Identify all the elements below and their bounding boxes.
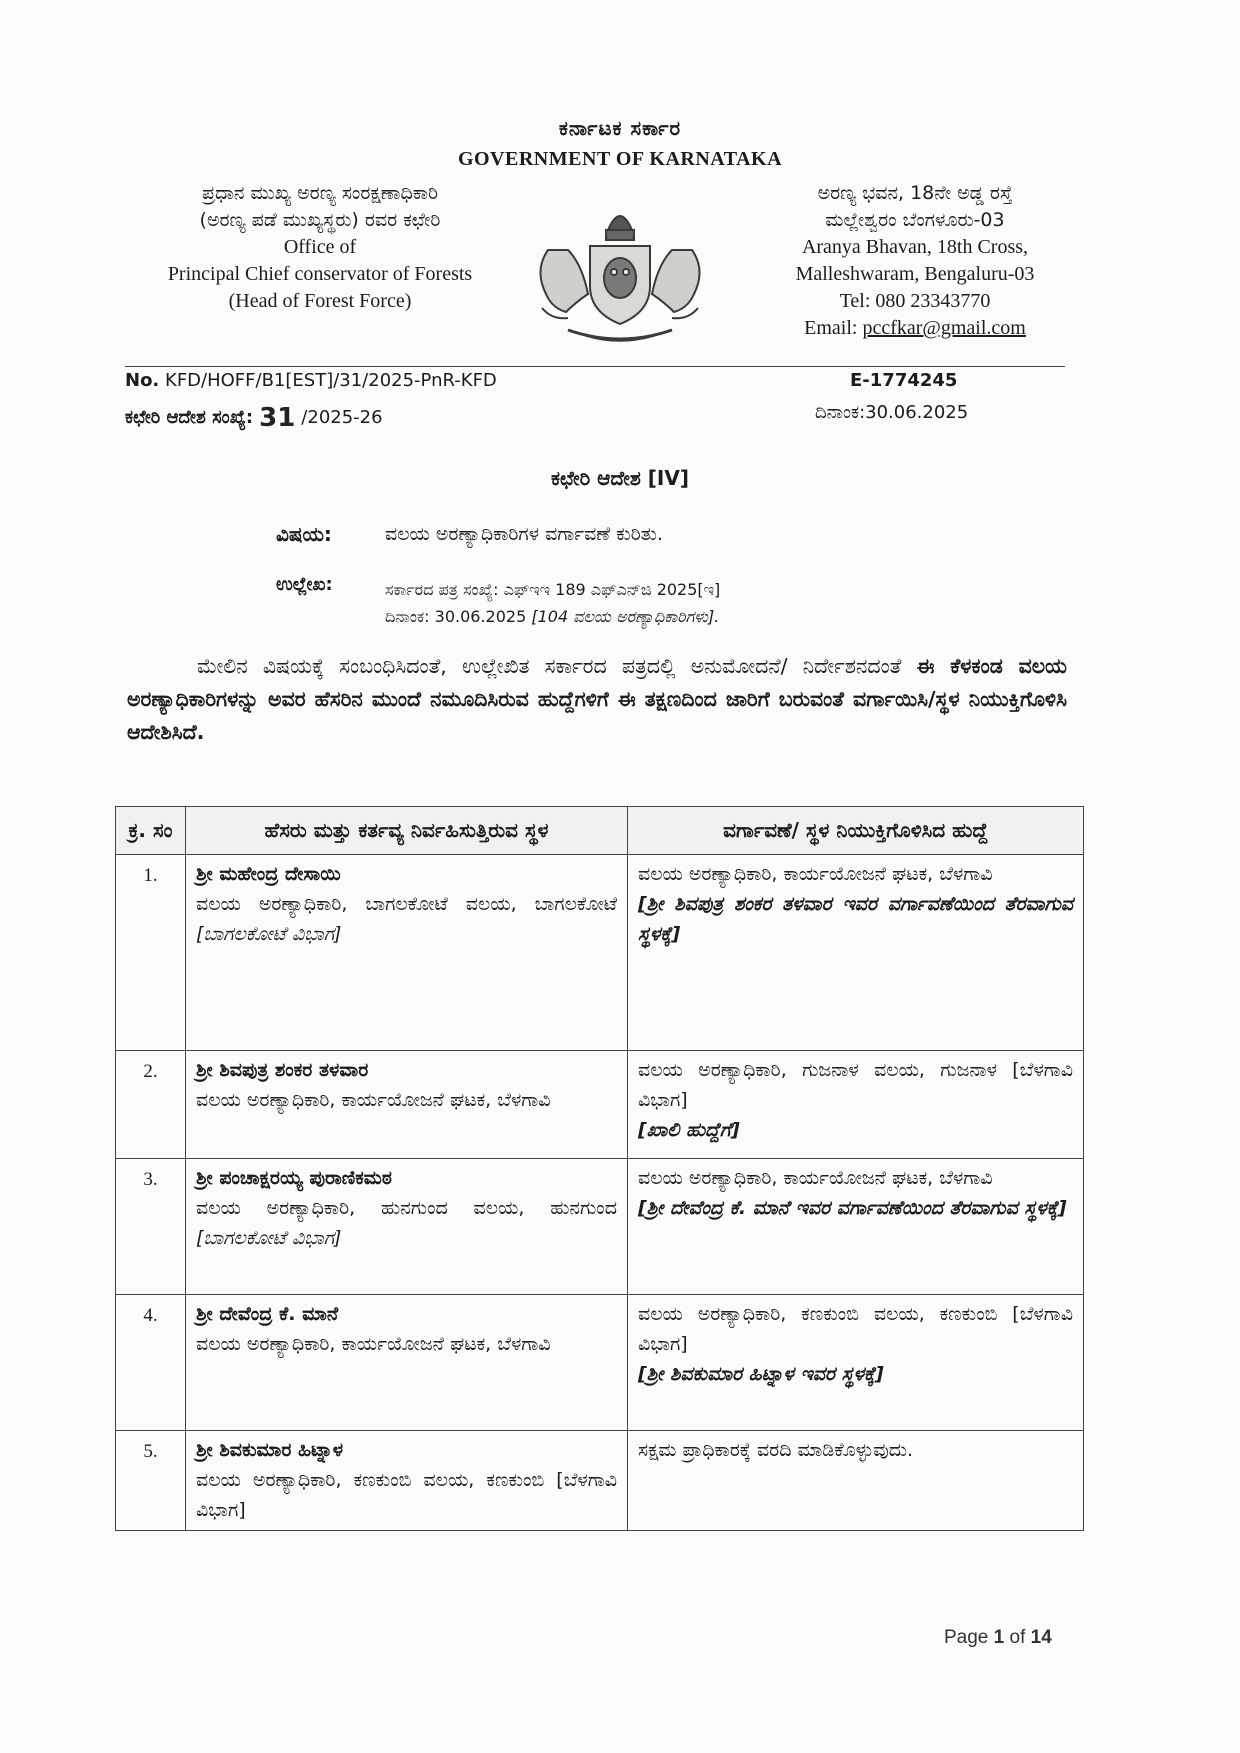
header-divider — [125, 366, 1065, 367]
file-number — [125, 370, 497, 391]
office-name-kannada-line2: (ಅರಣ್ಯ ಪಡೆ ಮುಖ್ಯಸ್ಥರು) ರವರ ಕಛೇರಿ — [199, 209, 441, 231]
order-date: ದಿನಾಂಕ:30.06.2025 — [815, 402, 969, 423]
file-number-value: KFD/HOFF/B1[EST]/31/2025-PnR-KFD — [165, 370, 497, 391]
reference-line1: ಸರ್ಕಾರದ ಪತ್ರ ಸಂಖ್ಯೆ: ಎಫ್‌ಇಇ 189 ಎಫ್‌ಎನ್‌ಜಿ 2025[ಇ] — [385, 580, 721, 599]
telephone: Tel: 080 23343770 — [839, 290, 991, 312]
new-post: ಸಕ್ಷಮ ಪ್ರಾಧಿಕಾರಕ್ಕೆ ವರದಿ ಮಾಡಿಕೊಳ್ಳುವುದು. — [638, 1439, 914, 1461]
current-place: ವಲಯ ಅರಣ್ಯಾಧಿಕಾರಿ, ಕಾರ್ಯಯೋಜನೆ ಘಟಕ, ಬೆಳಗಾವಿ — [196, 1089, 551, 1111]
new-post: ವಲಯ ಅರಣ್ಯಾಧಿಕಾರಿ, ಗುಜನಾಳ ವಲಯ, ಗುಜನಾಳ [ಬೆಳಗಾವಿ ವಿಭಾಗ] — [638, 1059, 1073, 1111]
office-order-handwritten-number: 31 — [259, 403, 296, 433]
page-total: 14 — [1030, 1627, 1052, 1648]
office-order-number-label: ಕಛೇರಿ ಆದೇಶ ಸಂಖ್ಯೆ: — [125, 407, 254, 428]
reference-text — [385, 576, 720, 630]
officer-name: ಶ್ರೀ ಶಿವಕುಮಾರ ಹಿಟ್ನಾಳ — [196, 1439, 344, 1461]
file-number-label: No. — [125, 370, 160, 391]
row-transfer-post — [628, 1159, 1084, 1295]
transfer-note: [ಶ್ರೀ ದೇವೆಂದ್ರ ಕೆ. ಮಾನೆ ಇವರ ವರ್ಗಾವಣೆಯಿಂದ ತೆರವಾಗುವ ಸ್ಥಳಕ್ಕೆ] — [638, 1197, 1067, 1219]
government-name-kannada: ಕರ್ನಾಟಕ ಸರ್ಕಾರ — [558, 116, 682, 140]
transfer-note: [ಖಾಲಿ ಹುದ್ದೆಗೆ] — [638, 1119, 740, 1141]
table-row — [116, 1295, 1084, 1431]
new-post: ವಲಯ ಅರಣ್ಯಾಧಿಕಾರಿ, ಕಣಕುಂಬಿ ವಲಯ, ಕಣಕುಂಬಿ [ಬೆಳಗಾವಿ ವಿಭಾಗ] — [638, 1303, 1073, 1355]
current-place: ವಲಯ ಅರಣ್ಯಾಧಿಕಾರಿ, ಕಾರ್ಯಯೋಜನೆ ಘಟಕ, ಬೆಳಗಾವಿ — [196, 1333, 551, 1355]
row-transfer-post — [628, 1431, 1084, 1531]
office-name-english-line1: Office of — [283, 236, 357, 258]
office-name-english-line3: (Head of Forest Force) — [228, 290, 412, 312]
table-row — [116, 1431, 1084, 1531]
transfer-note: [ಶ್ರೀ ಶಿವಕುಮಾರ ಹಿಟ್ನಾಳ ಇವರ ಸ್ಥಳಕ್ಕೆ] — [638, 1363, 884, 1385]
column-header-name-place: ಹೆಸರು ಮತ್ತು ಕರ್ತವ್ಯ ನಿರ್ವಹಿಸುತ್ತಿರುವ ಸ್ಥಳ — [186, 807, 628, 855]
karnataka-emblem-icon — [528, 190, 712, 350]
row-transfer-post — [628, 1295, 1084, 1431]
subject-label: ವಿಷಯ: — [276, 522, 332, 546]
order-paragraph-directive: ಈ ಕೆಳಕಂಡ ವಲಯ ಅರಣ್ಯಾಧಿಕಾರಿಗಳನ್ನು ಅವರ ಹೆಸರಿನ ಮುಂದೆ ನಮೂದಿಸಿರುವ ಹುದ್ದೆಗಳಿಗೆ ಈ ತಕ್ಷಣದಿಂದ ಜಾರಿಗೆ ಬರುವಂತೆ ವರ್ಗಾಯಿಸಿ/ಸ್ಥಳ ನಿಯುಕ್ತಿಗೊಳಿಸಿ ಆದೇಶಿಸಿದೆ. — [127, 654, 1068, 744]
transfer-note: [ಶ್ರೀ ಶಿವಪುತ್ರ ಶಂಕರ ತಳವಾರ ಇವರ ವರ್ಗಾವಣೆಯಿಂದ ತೆರವಾಗುವ ಸ್ಥಳಕ್ಕೆ] — [638, 893, 1073, 945]
row-serial: 3. — [116, 1159, 186, 1295]
government-name-english: GOVERNMENT OF KARNATAKA — [457, 148, 783, 170]
current-place: ವಲಯ ಅರಣ್ಯಾಧಿಕಾರಿ, ಕಣಕುಂಬಿ ವಲಯ, ಕಣಕುಂಬಿ [ಬೆಳಗಾವಿ ವಿಭಾಗ] — [196, 1469, 617, 1521]
address-english-line2: Malleshwaram, Bengaluru-03 — [795, 263, 1035, 285]
row-serial: 1. — [116, 855, 186, 1051]
office-address-block — [130, 180, 510, 315]
current-division: [ಬಾಗಲಕೋಟೆ ವಿಭಾಗ] — [196, 1227, 342, 1249]
table-row — [116, 1051, 1084, 1159]
officer-name: ಶ್ರೀ ದೇವೆಂದ್ರ ಕೆ. ಮಾನೆ — [196, 1303, 339, 1325]
reference-line2 — [385, 603, 720, 630]
reference-label: ಉಲ್ಲೇಖ: — [276, 574, 333, 595]
row-name-place — [186, 1051, 628, 1159]
address-english-line1: Aranya Bhavan, 18th Cross, — [801, 236, 1029, 258]
row-serial: 4. — [116, 1295, 186, 1431]
e-office-number: E-1774245 — [850, 370, 958, 391]
row-serial: 5. — [116, 1431, 186, 1531]
column-header-transfer-post: ವರ್ಗಾವಣೆ/ ಸ್ಥಳ ನಿಯುಕ್ತಿಗೊಳಿಸಿದ ಹುದ್ದೆ — [628, 807, 1084, 855]
column-header-serial: ಕ್ರ. ಸಂ — [116, 807, 186, 855]
row-name-place — [186, 1295, 628, 1431]
office-order-year: /2025-26 — [301, 407, 383, 428]
current-place — [196, 889, 617, 949]
reference-count: [104 ವಲಯ ಅರಣ್ಯಾಧಿಕಾರಿಗಳು]. — [531, 607, 720, 626]
officer-name: ಶ್ರೀ ಶಿವಪುತ್ರ ಶಂಕರ ತಳವಾರ — [196, 1059, 369, 1081]
email-label: Email: — [804, 317, 863, 339]
current-place — [196, 1193, 617, 1253]
officer-name: ಶ್ರೀ ಮಹೇಂದ್ರ ದೇಸಾಯಿ — [196, 863, 341, 885]
row-name-place — [186, 855, 628, 1051]
officer-name: ಶ್ರೀ ಪಂಚಾಕ್ಷರಯ್ಯ ಪುರಾಣಿಕಮಠ — [196, 1167, 392, 1189]
email-link[interactable]: pccfkar@gmail.com — [862, 317, 1026, 339]
office-order-number — [125, 400, 383, 433]
office-name-kannada-line1: ಪ್ರಧಾನ ಮುಖ್ಯ ಅರಣ್ಯ ಸಂರಕ್ಷಣಾಧಿಕಾರಿ — [201, 182, 439, 204]
transfer-table — [115, 806, 1084, 1531]
order-paragraph — [127, 650, 1067, 749]
document-title: ಕಛೇರಿ ಆದೇಶ [IV] — [551, 466, 689, 490]
table-header-row — [116, 807, 1084, 855]
row-transfer-post — [628, 855, 1084, 1051]
row-transfer-post — [628, 1051, 1084, 1159]
address-kannada-line1: ಅರಣ್ಯ ಭವನ, 18ನೇ ಅಡ್ಡ ರಸ್ತೆ — [817, 182, 1013, 204]
page-number — [944, 1627, 1052, 1649]
row-name-place — [186, 1431, 628, 1531]
email-line — [760, 315, 1070, 342]
table-row — [116, 1159, 1084, 1295]
current-place-text: ವಲಯ ಅರಣ್ಯಾಧಿಕಾರಿ, ಹುನಗುಂದ ವಲಯ, ಹುನಗುಂದ — [196, 1197, 617, 1219]
new-post: ವಲಯ ಅರಣ್ಯಾಧಿಕಾರಿ, ಕಾರ್ಯಯೋಜನೆ ಘಟಕ, ಬೆಳಗಾವಿ — [638, 863, 993, 885]
page-of: of — [1004, 1627, 1031, 1648]
page-current: 1 — [993, 1627, 1005, 1648]
page-label: Page — [944, 1627, 994, 1648]
reference-date: ದಿನಾಂಕ: 30.06.2025 — [385, 607, 527, 626]
new-post: ವಲಯ ಅರಣ್ಯಾಧಿಕಾರಿ, ಕಾರ್ಯಯೋಜನೆ ಘಟಕ, ಬೆಳಗಾವಿ — [638, 1167, 993, 1189]
current-division: [ಬಾಗಲಕೋಟೆ ವಿಭಾಗ] — [196, 923, 342, 945]
subject-text: ವಲಯ ಅರಣ್ಯಾಧಿಕಾರಿಗಳ ವರ್ಗಾವಣೆ ಕುರಿತು. — [385, 523, 663, 545]
table-row — [116, 855, 1084, 1051]
address-kannada-line2: ಮಲ್ಲೇಶ್ವರಂ ಬೆಂಗಳೂರು-03 — [825, 209, 1005, 231]
office-contact-block — [760, 180, 1070, 342]
row-name-place — [186, 1159, 628, 1295]
office-name-english-line2: Principal Chief conservator of Forests — [167, 263, 473, 285]
current-place-text: ವಲಯ ಅರಣ್ಯಾಧಿಕಾರಿ, ಬಾಗಲಕೋಟೆ ವಲಯ, ಬಾಗಲಕೋಟೆ — [196, 893, 617, 915]
row-serial: 2. — [116, 1051, 186, 1159]
order-paragraph-intro: ಮೇಲಿನ ವಿಷಯಕ್ಕೆ ಸಂಬಂಧಿಸಿದಂತೆ, ಉಲ್ಲೇಖಿತ ಸರ್ಕಾರದ ಪತ್ರದಲ್ಲಿ ಅನುಮೋದನೆ/ ನಿರ್ದೇಶನದಂತೆ — [197, 654, 917, 678]
